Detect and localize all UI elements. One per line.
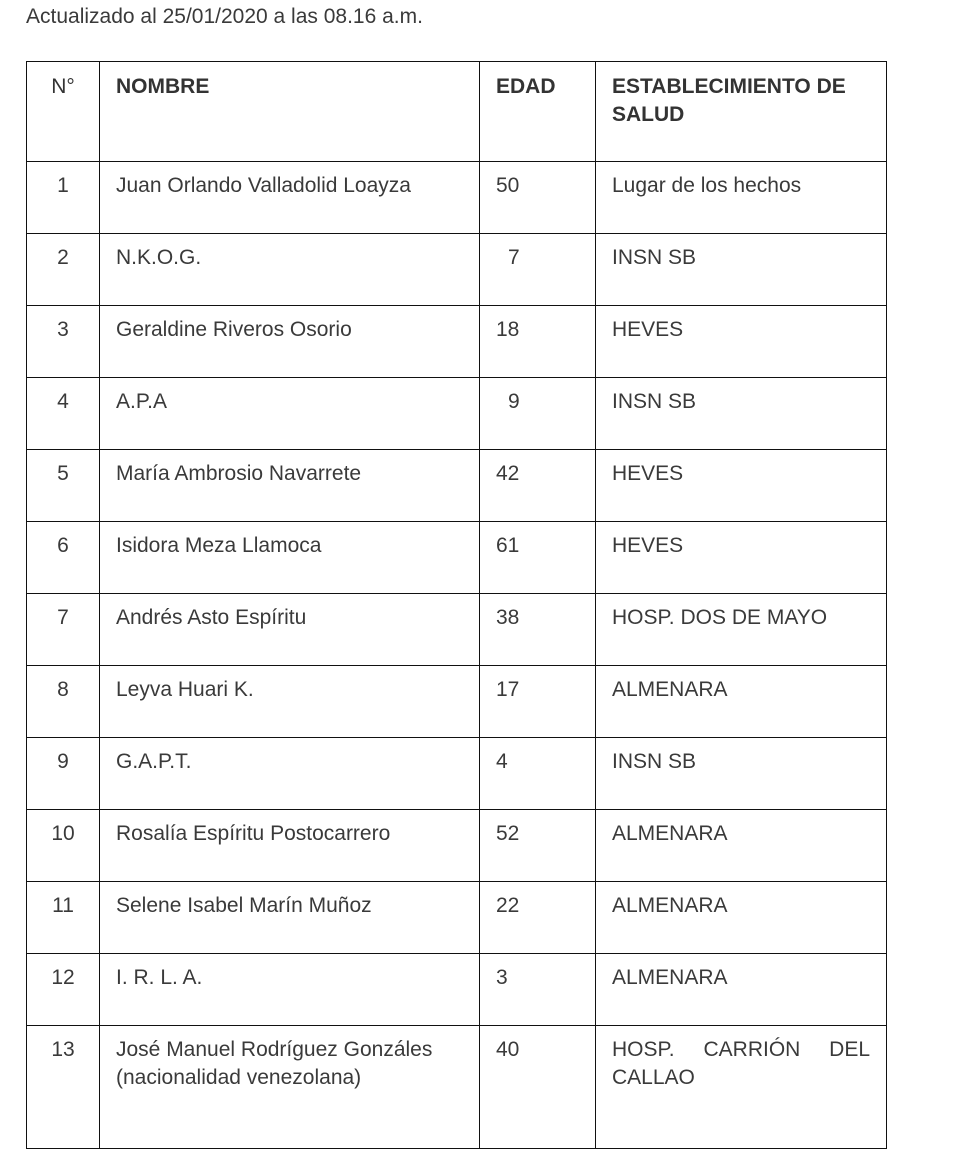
table-row <box>27 378 887 450</box>
row-establecimiento: ALMENARA <box>596 954 887 1026</box>
row-nombre-note: (nacionalidad venezolana) <box>116 1066 362 1089</box>
row-edad: 22 <box>480 882 596 954</box>
row-edad: 4 <box>480 738 596 810</box>
row-establecimiento: INSN SB <box>596 378 887 450</box>
row-nombre: José Manuel Rodríguez Gonzáles <box>116 1038 433 1061</box>
header-n: N° <box>27 62 100 162</box>
row-nombre-cell <box>100 1026 480 1149</box>
row-number: 7 <box>27 594 100 666</box>
row-number: 6 <box>27 522 100 594</box>
table-row <box>27 666 887 738</box>
row-edad: 3 <box>480 954 596 1026</box>
table-row <box>27 738 887 810</box>
table-row <box>27 1026 887 1149</box>
row-edad: 9 <box>480 378 596 450</box>
row-establecimiento: ALMENARA <box>596 882 887 954</box>
table-row <box>27 882 887 954</box>
row-nombre: Leyva Huari K. <box>100 666 480 738</box>
table-row <box>27 162 887 234</box>
table-row <box>27 594 887 666</box>
row-nombre: Rosalía Espíritu Postocarrero <box>100 810 480 882</box>
row-nombre: Geraldine Riveros Osorio <box>100 306 480 378</box>
row-establecimiento: HEVES <box>596 306 887 378</box>
row-establecimiento: HOSP. DOS DE MAYO <box>596 594 887 666</box>
row-establecimiento: Lugar de los hechos <box>596 162 887 234</box>
row-edad: 42 <box>480 450 596 522</box>
table-row <box>27 522 887 594</box>
row-number: 9 <box>27 738 100 810</box>
table-row <box>27 306 887 378</box>
row-edad: 7 <box>480 234 596 306</box>
row-number: 3 <box>27 306 100 378</box>
row-establecimiento: INSN SB <box>596 234 887 306</box>
table-row <box>27 234 887 306</box>
header-edad: EDAD <box>480 62 596 162</box>
row-edad: 18 <box>480 306 596 378</box>
row-number: 1 <box>27 162 100 234</box>
row-nombre: G.A.P.T. <box>100 738 480 810</box>
row-number: 10 <box>27 810 100 882</box>
row-number: 2 <box>27 234 100 306</box>
row-establecimiento: HOSP. CARRIÓN DEL CALLAO <box>596 1026 887 1149</box>
row-nombre: Selene Isabel Marín Muñoz <box>100 882 480 954</box>
row-edad: 38 <box>480 594 596 666</box>
header-nombre: NOMBRE <box>100 62 480 162</box>
row-nombre: I. R. L. A. <box>100 954 480 1026</box>
table-row <box>27 954 887 1026</box>
row-nombre: Isidora Meza Llamoca <box>100 522 480 594</box>
row-nombre: Andrés Asto Espíritu <box>100 594 480 666</box>
row-nombre: N.K.O.G. <box>100 234 480 306</box>
row-edad: 50 <box>480 162 596 234</box>
table-header-row <box>27 62 887 162</box>
row-establecimiento: ALMENARA <box>596 666 887 738</box>
table-row <box>27 810 887 882</box>
row-edad: 40 <box>480 1026 596 1149</box>
table-row <box>27 450 887 522</box>
row-number: 11 <box>27 882 100 954</box>
row-establecimiento: HEVES <box>596 450 887 522</box>
row-establecimiento: ALMENARA <box>596 810 887 882</box>
header-establecimiento: ESTABLECIMIENTO DE SALUD <box>596 62 887 162</box>
update-caption: Actualizado al 25/01/2020 a las 08.16 a.m. <box>26 5 423 28</box>
row-number: 8 <box>27 666 100 738</box>
row-nombre: María Ambrosio Navarrete <box>100 450 480 522</box>
row-number: 4 <box>27 378 100 450</box>
row-number: 13 <box>27 1026 100 1149</box>
row-establecimiento: HEVES <box>596 522 887 594</box>
row-edad: 52 <box>480 810 596 882</box>
row-edad: 61 <box>480 522 596 594</box>
row-establecimiento: INSN SB <box>596 738 887 810</box>
victims-table <box>26 61 887 1149</box>
row-edad: 17 <box>480 666 596 738</box>
row-number: 5 <box>27 450 100 522</box>
row-nombre: A.P.A <box>100 378 480 450</box>
row-number: 12 <box>27 954 100 1026</box>
row-nombre: Juan Orlando Valladolid Loayza <box>100 162 480 234</box>
